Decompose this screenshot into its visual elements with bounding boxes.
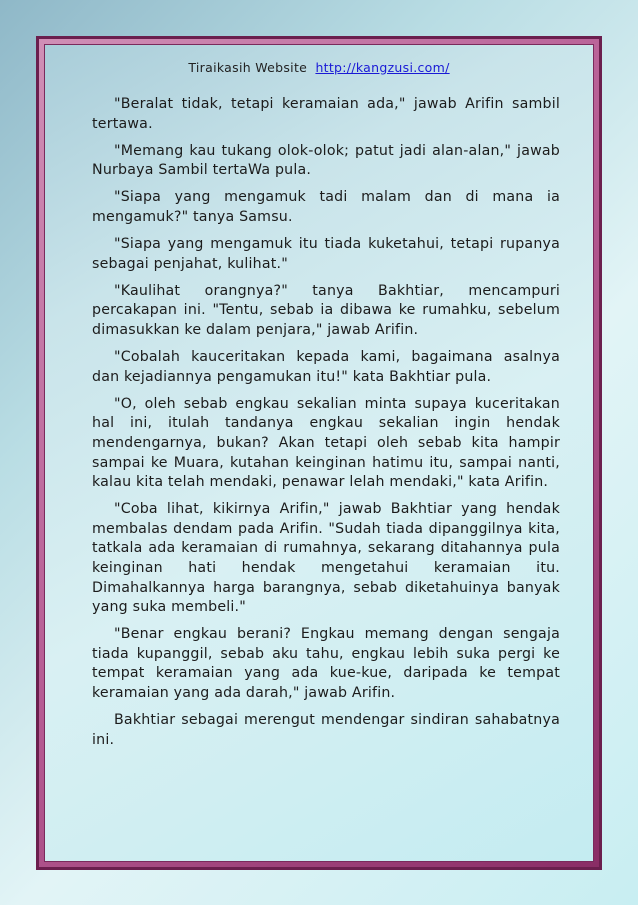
- page-frame: [36, 36, 602, 870]
- page-header: [45, 60, 593, 75]
- page-frame-border: [39, 39, 599, 867]
- paragraph: "Siapa yang mengamuk tadi malam dan di mana ia mengamuk?" tanya Samsu.: [92, 189, 560, 225]
- paragraph: "Benar engkau berani? Engkau memang dengan sengaja tiada kupanggil, sebab aku tahu, engkau lebih suka pergi ke tempat keramaian yang ada kue-kue, daripada ke tempat keramaian yang ada darah," jawab Arifin.: [92, 626, 560, 702]
- paragraph: "Beralat tidak, tetapi keramaian ada," jawab Arifin sambil tertawa.: [92, 96, 560, 132]
- site-link[interactable]: http://kangzusi.com/: [315, 60, 450, 75]
- paragraph: Bakhtiar sebagai merengut mendengar sindiran sahabatnya ini.: [92, 712, 560, 748]
- site-label: Tiraikasih Website: [188, 60, 308, 75]
- story-text: [92, 95, 560, 758]
- paragraph: "Siapa yang mengamuk itu tiada kuketahui, tetapi rupanya sebagai penjahat, kulihat.": [92, 236, 560, 272]
- paragraph: "Kaulihat orangnya?" tanya Bakhtiar, mencampuri percakapan ini. "Tentu, sebab ia dibawa ke rumahku, sebelum dimasukkan ke dalam penjara," jawab Arifin.: [92, 282, 560, 338]
- paragraph: "Cobalah kauceritakan kepada kami, bagaimana asalnya dan kejadiannya pengamukan itu!" kata Bakhtiar pula.: [92, 349, 560, 385]
- paragraph: "O, oleh sebab engkau sekalian minta supaya kuceritakan hal ini, itulah tandanya engkau sekalian ingin hendak mendengarnya, bukan? Akan tetapi oleh sebab kita hampir sampai ke Muara, kutahan keinginan hatimu itu, sampai nanti, kalau kita telah mendaki, penawar lelah mendaki," kata Arifin.: [92, 395, 560, 491]
- page-frame-inner-border: [44, 44, 594, 862]
- paragraph: "Memang kau tukang olok-olok; patut jadi alan-alan," jawab Nurbaya Sambil tertaWa pula.: [92, 142, 560, 179]
- paragraph: "Coba lihat, kikirnya Arifin," jawab Bakhtiar yang hendak membalas dendam pada Arifin. "Sudah tiada dipanggilnya kita, tatkala ada keramaian di rumahnya, sekarang ditahannya pula keinginan hati hendak mengetahui keramaian itu. Dimahalkannya harga barangnya, sebab diketahuinya banyak yang suka membeli.": [92, 501, 560, 616]
- page-body: [45, 45, 593, 861]
